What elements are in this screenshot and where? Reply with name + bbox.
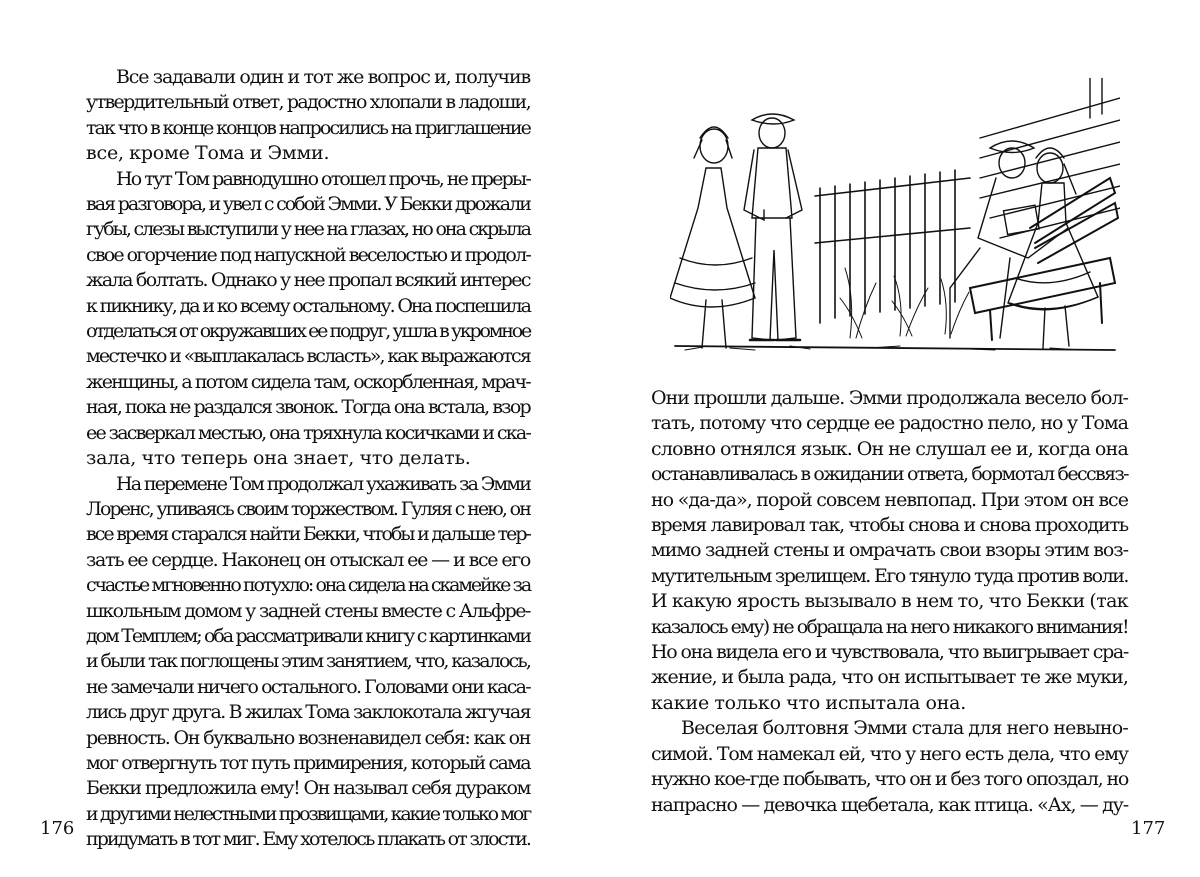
text-line: лись друг друга. В жилах Тома заклокотала жгучая xyxy=(86,701,530,724)
text-line: симой. Том намекал ей, что у него есть дела, что ему xyxy=(651,742,1128,765)
page-number: 176 xyxy=(40,818,75,839)
text-line: так что в конце концов напросились на приглашение xyxy=(86,116,530,139)
figure-reading-girl xyxy=(1008,148,1098,348)
text-line: нужно кое-где побывать, что он и без того опоздал, но xyxy=(651,768,1128,791)
figure-boy-hat xyxy=(744,114,802,340)
text-line: школьным домом у задней стены вместе с Альфре- xyxy=(86,599,530,622)
text-line: женщины, а потом сидела там, оскорбленная, мрач- xyxy=(86,370,530,393)
page-number: 177 xyxy=(1131,818,1166,839)
text-line: мог отвергнуть тот путь примирения, который сама xyxy=(86,751,530,774)
text-line: жала болтать. Однако у нее пропал всякий интерес xyxy=(86,269,530,292)
text-line: все время старался найти Бекки, чтобы и дальше тер- xyxy=(86,523,530,546)
text-line: Но она видела его и чувствовала, что выигрывает сра- xyxy=(651,641,1128,664)
text-line: не замечали ничего остального. Головами они каса- xyxy=(86,675,530,698)
text-line: напрасно — девочка щебетала, как птица. «Ах, — ду- xyxy=(651,793,1128,816)
text-line: жение, и была рада, что он испытывает те же муки, xyxy=(651,666,1128,689)
text-line: останавливалась в ожидании ответа, бормотал бессвяз- xyxy=(651,463,1128,486)
text-line: тать, потому что сердце ее радостно пело, но у Тома xyxy=(651,412,1128,435)
text-line: ная, пока не раздался звонок. Тогда она встала, взор xyxy=(86,396,530,419)
text-line: словно отнялся язык. Он не слушал ее и, когда она xyxy=(651,437,1128,460)
text-line: Они прошли дальше. Эмми продолжала весело бол- xyxy=(651,387,1128,409)
text-line: какие только что испытала она. xyxy=(651,691,967,714)
text-line: Все задавали один и тот же вопрос и, получив xyxy=(116,66,530,88)
text-line: И какую ярость вызывало в нем то, что Бекки (так xyxy=(651,590,1128,613)
text-line: На перемене Том продолжал ухаживать за Эмми xyxy=(116,472,530,495)
text-line: Бекки предложила ему! Он называл себя дураком xyxy=(86,777,530,800)
figure-girl-left xyxy=(670,127,755,348)
text-line: счастье мгновенно потухло: она сидела на скамейке за xyxy=(86,574,530,597)
text-line: вая разговора, и увел с собой Эмми. У Бекки дрожали xyxy=(86,193,530,216)
text-line: губы, слезы выступили у нее на глазах, но она скрыла xyxy=(86,218,530,241)
text-line: мутительным зрелищем. Его тянуло туда против воли. xyxy=(651,564,1128,587)
text-line: утвердительный ответ, радостно хлопали в ладоши, xyxy=(86,91,530,114)
right-page xyxy=(600,0,1200,877)
illustration xyxy=(670,78,1120,362)
text-line: свое огорчение под напускной веселостью и продол- xyxy=(86,243,530,266)
text-line: зала, что теперь она знает, что делать. xyxy=(86,447,471,470)
text-line: и другими нелестными прозвищами, какие только мог xyxy=(86,802,530,825)
text-line: все, кроме Тома и Эмми. xyxy=(86,142,330,165)
text-line: но «да-да», порой совсем невпопад. При этом он все xyxy=(651,488,1128,511)
text-line: ее засверкал местью, она тряхнула косичками и ска- xyxy=(86,421,530,444)
text-line: дом Темплем; оба рассматривали книгу с картинками xyxy=(86,624,530,647)
text-line: ревность. Он буквально возненавидел себя: как он xyxy=(86,726,530,749)
fence xyxy=(815,170,970,323)
text-line: местечко и «выплакалась всласть», как выражаются xyxy=(86,345,530,368)
building-wall xyxy=(980,78,1120,238)
text-line: Лоренс, упиваясь своим торжеством. Гуляя с нею, он xyxy=(86,497,530,520)
right-page-text xyxy=(651,386,1128,818)
text-line: зать ее сердце. Наконец он отыскал ее — и все его xyxy=(86,548,530,571)
text-line: мимо задней стены и омрачать свои взоры этим воз- xyxy=(651,539,1128,562)
text-line: к пикнику, да и ко всему остальному. Она поспешила xyxy=(86,294,530,317)
text-line: Но тут Том равнодушно отошел прочь, не преры- xyxy=(116,167,530,190)
text-line: и были так поглощены этим занятием, что, казалось, xyxy=(86,650,530,673)
text-line: Веселая болтовня Эмми стала для него невыно- xyxy=(681,717,1128,740)
text-line: отделаться от окружавших ее подруг, ушла в укромное xyxy=(86,320,530,343)
left-page-text xyxy=(86,65,530,853)
text-line: время лавировал так, чтобы снова и снова проходить xyxy=(651,514,1128,537)
text-line: казалось ему) не обращала на него никакого внимания! xyxy=(651,615,1128,638)
text-line: придумать в тот миг. Ему хотелось плакать от злости. xyxy=(86,828,530,851)
